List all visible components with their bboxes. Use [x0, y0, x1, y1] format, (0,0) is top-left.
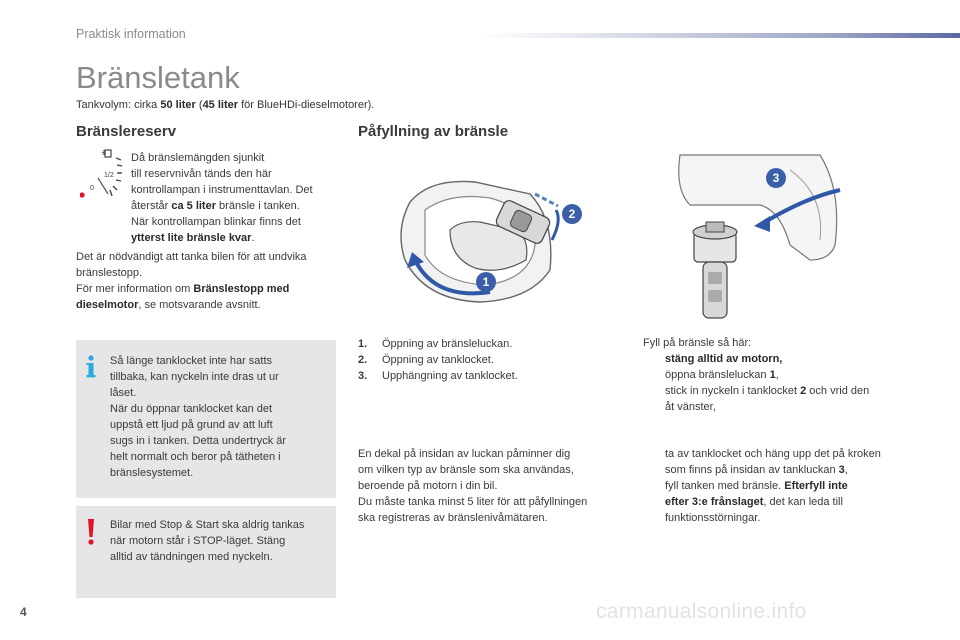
- callout-3: 3: [766, 168, 786, 188]
- steps-list: [358, 336, 618, 384]
- list-item: stick in nyckeln i tanklocket 2 och vrid den åt vänster,: [665, 385, 870, 413]
- decal-paragraph: En dekal på insidan av luckan påminner dig om vilken typ av bränsle som ska användas, beroende på motorn i din bil. Du måste tanka minst 5 liter för att påfyllningen ska registreras av bränslenivåmätaren.: [358, 448, 588, 524]
- callout-2: 2: [562, 204, 582, 224]
- watermark: carmanualsonline.info: [596, 600, 807, 623]
- warning-box-text: Bilar med Stop & Start ska aldrig tankas när motorn står i STOP-läget. Stäng alltid av tändningen med nyckeln.: [110, 519, 305, 563]
- info-box-text: Så länge tanklocket inte har satts tillbaka, kan nyckeln inte dras ut ur låset. När du öppnar tanklocket kan det uppstå ett ljud på grund av att luft sugs in i tanken. Detta undertryck är helt normalt och beror på tätheten i bränslesystemet.: [110, 355, 287, 479]
- info-icon: [84, 355, 98, 379]
- page-title: Bränsletank: [76, 60, 240, 95]
- list-item: 3. Upphängning av tanklocket.: [358, 370, 518, 382]
- howto-list: Fyll på bränsle så här: stäng alltid av motorn, öppna bränsleluckan 1, stick in nyckeln i tanklocket 2 och vrid den åt vänster,: [643, 335, 913, 415]
- page-number: 4: [20, 605, 27, 619]
- gauge-full-mark: 1: [102, 150, 106, 157]
- reserve-paragraph: Det är nödvändigt att tanka bilen för att undvika bränslestopp. För mer information om Bränslestopp med dieselmotor, se motsvarande avsnitt.: [76, 251, 307, 311]
- list-item: öppna bränsleluckan 1,: [665, 369, 779, 381]
- gauge-empty-mark: 0: [90, 185, 94, 192]
- tank-volume-text: Tankvolym: cirka 50 liter (45 liter för BlueHDi-dieselmotorer).: [76, 99, 375, 111]
- list-item: 1. Öppning av bränsleluckan.: [358, 338, 513, 350]
- list-item: 2. Öppning av tanklocket.: [358, 354, 494, 366]
- howto-list-continued: [643, 446, 913, 526]
- exclamation-icon: [85, 519, 97, 545]
- list-item: stäng alltid av motorn,: [665, 353, 783, 365]
- fuel-gauge-icon: [80, 148, 130, 198]
- fuel-cap-illustration: [670, 150, 845, 320]
- gauge-half-mark: 1/2: [104, 172, 114, 179]
- info-box: [76, 340, 336, 498]
- filling-heading: Påfyllning av bränsle: [358, 123, 509, 140]
- reserve-heading: Bränslereserv: [76, 123, 177, 140]
- header-bar: [480, 33, 960, 38]
- list-item: fyll tanken med bränsle. Efterfyll inte efter 3:e frånslaget, det kan leda till funktionsstörningar.: [665, 480, 848, 524]
- callout-1: 1: [476, 272, 496, 292]
- warning-box: [76, 506, 336, 598]
- section-label: Praktisk information: [76, 27, 186, 41]
- list-item: ta av tanklocket och häng upp det på kroken som finns på insidan av tankluckan 3,: [665, 448, 881, 476]
- reserve-lamp-text: Då bränslemängden sjunkit till reservnivån tänds den här kontrollampan i instrumenttavlan. Det återstår ca 5 liter bränsle i tanken. När kontrollampan blinkar finns det ytterst lite bränsle kvar.: [131, 152, 313, 244]
- fuel-flap-illustration: [380, 150, 595, 315]
